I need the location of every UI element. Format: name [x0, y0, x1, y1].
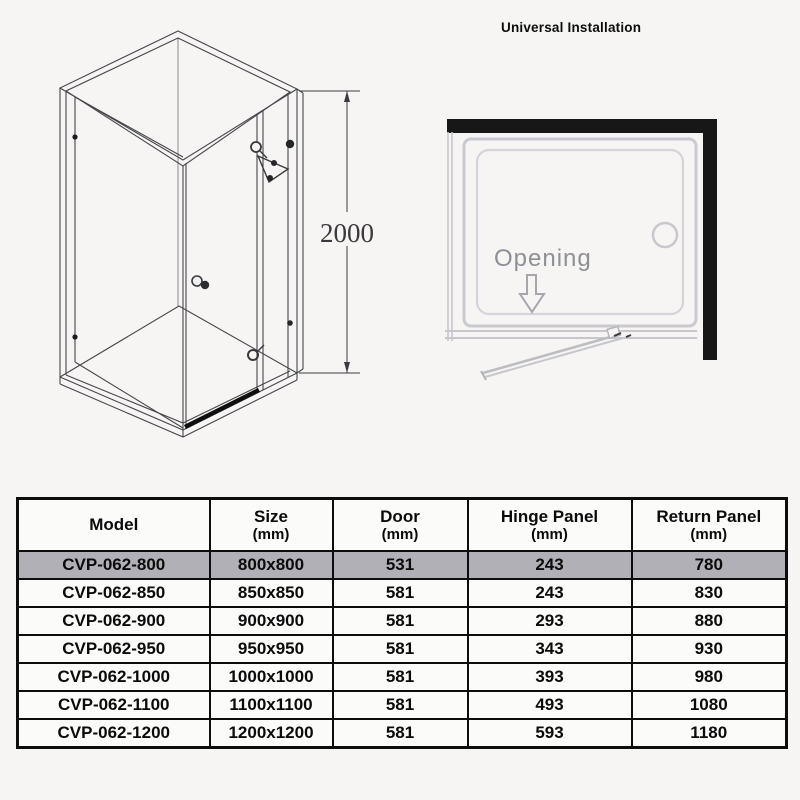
spec-table-container: [16, 497, 788, 749]
door-cell: 581: [333, 635, 468, 663]
page-title: Universal Installation: [501, 20, 642, 35]
door-handle-icon: [192, 276, 202, 286]
door-bottom-seal: [185, 390, 259, 427]
front-track: [445, 331, 697, 338]
isometric-enclosure-drawing: [18, 24, 383, 450]
model-cell: CVP-062-900: [18, 607, 210, 635]
model-cell: CVP-062-1000: [18, 663, 210, 691]
return-panel-glass: [75, 97, 183, 428]
dimension-arrow-down-icon: [344, 362, 350, 373]
hinge-panel-cell: 393: [468, 663, 632, 691]
size-cell: 950x950: [210, 635, 333, 663]
door-cell: 581: [333, 719, 468, 748]
column-header-size: Size (mm): [210, 499, 333, 552]
size-cell: 1000x1000: [210, 663, 333, 691]
hinge-panel-cell: 243: [468, 579, 632, 607]
spec-table-row-selected[interactable]: [18, 551, 787, 579]
door-cell: 581: [333, 663, 468, 691]
door-cell: 581: [333, 691, 468, 719]
return-panel-plan: [448, 132, 452, 341]
top-hinge-icon: [251, 142, 261, 152]
column-header-door: Door (mm): [333, 499, 468, 552]
glass-knob-icon: [286, 140, 294, 148]
right-wall: [703, 119, 717, 360]
model-cell: CVP-062-1200: [18, 719, 210, 748]
return-panel-cell: 1080: [632, 691, 787, 719]
door-cell: 531: [333, 551, 468, 579]
opening-label: Opening: [494, 245, 592, 272]
spec-table-header-row: [18, 499, 787, 552]
enclosure-frame: [60, 31, 303, 437]
hinge-panel-cell: 343: [468, 635, 632, 663]
size-cell: 1200x1200: [210, 719, 333, 748]
installation-plan-view: [440, 108, 730, 403]
spec-table-row[interactable]: [18, 663, 787, 691]
spec-table-row[interactable]: [18, 635, 787, 663]
model-cell: CVP-062-850: [18, 579, 210, 607]
hinge-panel-cell: 593: [468, 719, 632, 748]
spec-table-row[interactable]: [18, 691, 787, 719]
size-cell: 850x850: [210, 579, 333, 607]
size-cell: 900x900: [210, 607, 333, 635]
door-glass: [186, 111, 263, 427]
return-panel-cell: 1180: [632, 719, 787, 748]
return-panel-cell: 830: [632, 579, 787, 607]
door-cell: 581: [333, 607, 468, 635]
shower-tray-outer: [464, 139, 696, 326]
door-swing-open: [481, 327, 631, 380]
opening-direction-arrow-icon: [520, 275, 544, 312]
size-cell: 1100x1100: [210, 691, 333, 719]
return-panel-cell: 780: [632, 551, 787, 579]
return-panel-cell: 980: [632, 663, 787, 691]
door-pivot-hinge-icon: [607, 327, 620, 339]
column-header-hinge-panel: Hinge Panel (mm): [468, 499, 632, 552]
return-panel-cell: 930: [632, 635, 787, 663]
wall-hinge-dot: [72, 134, 77, 139]
door-cell: 581: [333, 579, 468, 607]
top-wall: [447, 119, 717, 133]
wall-hinge-dot: [72, 334, 77, 339]
column-header-model: Model: [18, 499, 210, 552]
hinge-panel-cell: 493: [468, 691, 632, 719]
size-cell: 800x800: [210, 551, 333, 579]
model-cell: CVP-062-1100: [18, 691, 210, 719]
hinge-panel-cell: 243: [468, 551, 632, 579]
hinge-panel-cell: 293: [468, 607, 632, 635]
model-cell: CVP-062-800: [18, 551, 210, 579]
spec-table-row[interactable]: [18, 719, 787, 748]
spec-table: [16, 497, 788, 749]
column-header-return-panel: Return Panel (mm): [632, 499, 787, 552]
model-cell: CVP-062-950: [18, 635, 210, 663]
return-panel-cell: 880: [632, 607, 787, 635]
height-dimension-label: 2000: [320, 218, 374, 248]
spec-table-row[interactable]: [18, 579, 787, 607]
drain-icon: [653, 223, 677, 247]
spec-table-row[interactable]: [18, 607, 787, 635]
dimension-arrow-up-icon: [344, 91, 350, 102]
